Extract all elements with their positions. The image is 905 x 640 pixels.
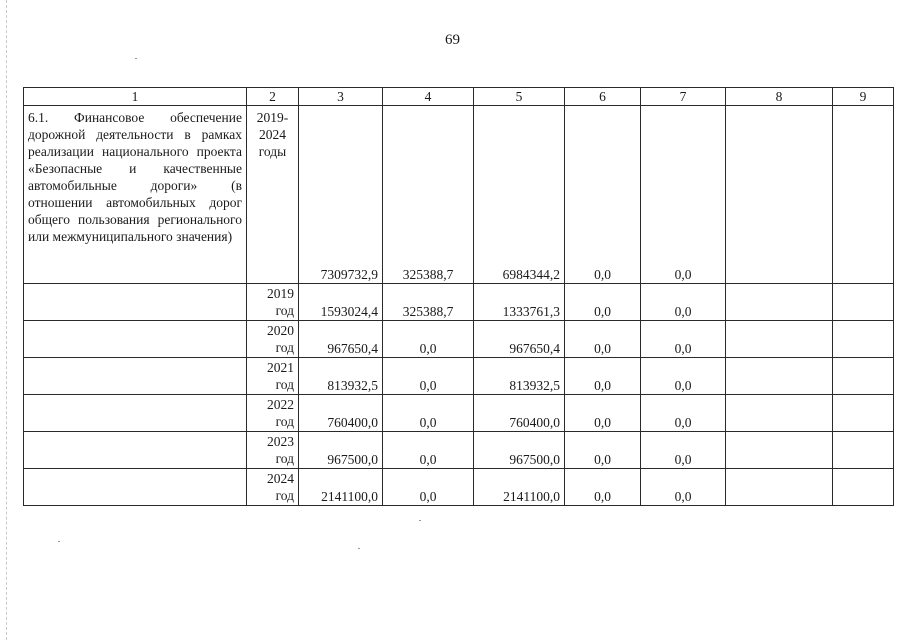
col4-cell: 325388,7 xyxy=(383,106,474,284)
financing-table xyxy=(23,87,894,506)
table-row xyxy=(24,321,894,358)
measure-description xyxy=(24,321,247,358)
col9-cell xyxy=(833,284,894,321)
col7-cell: 0,0 xyxy=(641,469,726,506)
period-cell: 2019 год xyxy=(247,284,299,321)
measure-description xyxy=(24,432,247,469)
binding-margin-line xyxy=(6,0,8,640)
total-cell: 967500,0 xyxy=(299,432,383,469)
period-cell: 2019-2024 годы xyxy=(247,106,299,284)
column-header: 1 xyxy=(24,88,247,106)
measure-description: 6.1. Финансовое обеспечение дорожной деятельности в рамках реализации национального проекта «Безопасные и качественные автомобильные дороги» (в отношении автомобильных дорог общего пользования регионального или межмуниципального значения) xyxy=(24,106,247,284)
col5-cell: 760400,0 xyxy=(474,395,565,432)
col9-cell xyxy=(833,432,894,469)
col7-cell: 0,0 xyxy=(641,432,726,469)
column-header: 5 xyxy=(474,88,565,106)
col7-cell: 0,0 xyxy=(641,321,726,358)
col8-cell xyxy=(726,284,833,321)
col4-cell: 0,0 xyxy=(383,321,474,358)
col9-cell xyxy=(833,469,894,506)
col5-cell: 967650,4 xyxy=(474,321,565,358)
scan-speck xyxy=(419,520,421,521)
period-cell: 2024 год xyxy=(247,469,299,506)
table-row xyxy=(24,284,894,321)
period-cell: 2023 год xyxy=(247,432,299,469)
col6-cell: 0,0 xyxy=(565,321,641,358)
col8-cell xyxy=(726,321,833,358)
period-cell: 2022 год xyxy=(247,395,299,432)
col7-cell: 0,0 xyxy=(641,395,726,432)
col4-cell: 0,0 xyxy=(383,395,474,432)
table-row xyxy=(24,106,894,284)
period-cell: 2021 год xyxy=(247,358,299,395)
scan-speck xyxy=(58,541,60,542)
col7-cell: 0,0 xyxy=(641,358,726,395)
col8-cell xyxy=(726,469,833,506)
column-header: 4 xyxy=(383,88,474,106)
col4-cell: 0,0 xyxy=(383,469,474,506)
measure-description xyxy=(24,469,247,506)
col5-cell: 2141100,0 xyxy=(474,469,565,506)
col4-cell: 325388,7 xyxy=(383,284,474,321)
col9-cell xyxy=(833,358,894,395)
scan-speck xyxy=(135,58,137,59)
column-header: 8 xyxy=(726,88,833,106)
total-cell: 760400,0 xyxy=(299,395,383,432)
col6-cell: 0,0 xyxy=(565,469,641,506)
period-cell: 2020 год xyxy=(247,321,299,358)
column-number-row xyxy=(24,88,894,106)
col9-cell xyxy=(833,321,894,358)
table-row xyxy=(24,358,894,395)
total-cell: 7309732,9 xyxy=(299,106,383,284)
table-row xyxy=(24,395,894,432)
column-header: 9 xyxy=(833,88,894,106)
col7-cell: 0,0 xyxy=(641,106,726,284)
col4-cell: 0,0 xyxy=(383,432,474,469)
table-row xyxy=(24,469,894,506)
column-header: 6 xyxy=(565,88,641,106)
page-number: 69 xyxy=(445,32,460,48)
col8-cell xyxy=(726,358,833,395)
col6-cell: 0,0 xyxy=(565,432,641,469)
col6-cell: 0,0 xyxy=(565,106,641,284)
total-cell: 2141100,0 xyxy=(299,469,383,506)
column-header: 7 xyxy=(641,88,726,106)
col6-cell: 0,0 xyxy=(565,358,641,395)
col4-cell: 0,0 xyxy=(383,358,474,395)
col7-cell: 0,0 xyxy=(641,284,726,321)
total-cell: 813932,5 xyxy=(299,358,383,395)
col5-cell: 6984344,2 xyxy=(474,106,565,284)
table-row xyxy=(24,432,894,469)
col6-cell: 0,0 xyxy=(565,395,641,432)
measure-description xyxy=(24,395,247,432)
measure-description xyxy=(24,284,247,321)
col9-cell xyxy=(833,106,894,284)
col5-cell: 1333761,3 xyxy=(474,284,565,321)
total-cell: 967650,4 xyxy=(299,321,383,358)
col8-cell xyxy=(726,432,833,469)
col5-cell: 967500,0 xyxy=(474,432,565,469)
col9-cell xyxy=(833,395,894,432)
col6-cell: 0,0 xyxy=(565,284,641,321)
total-cell: 1593024,4 xyxy=(299,284,383,321)
col8-cell xyxy=(726,106,833,284)
col5-cell: 813932,5 xyxy=(474,358,565,395)
scan-speck xyxy=(358,548,360,549)
measure-description xyxy=(24,358,247,395)
col8-cell xyxy=(726,395,833,432)
column-header: 3 xyxy=(299,88,383,106)
column-header: 2 xyxy=(247,88,299,106)
